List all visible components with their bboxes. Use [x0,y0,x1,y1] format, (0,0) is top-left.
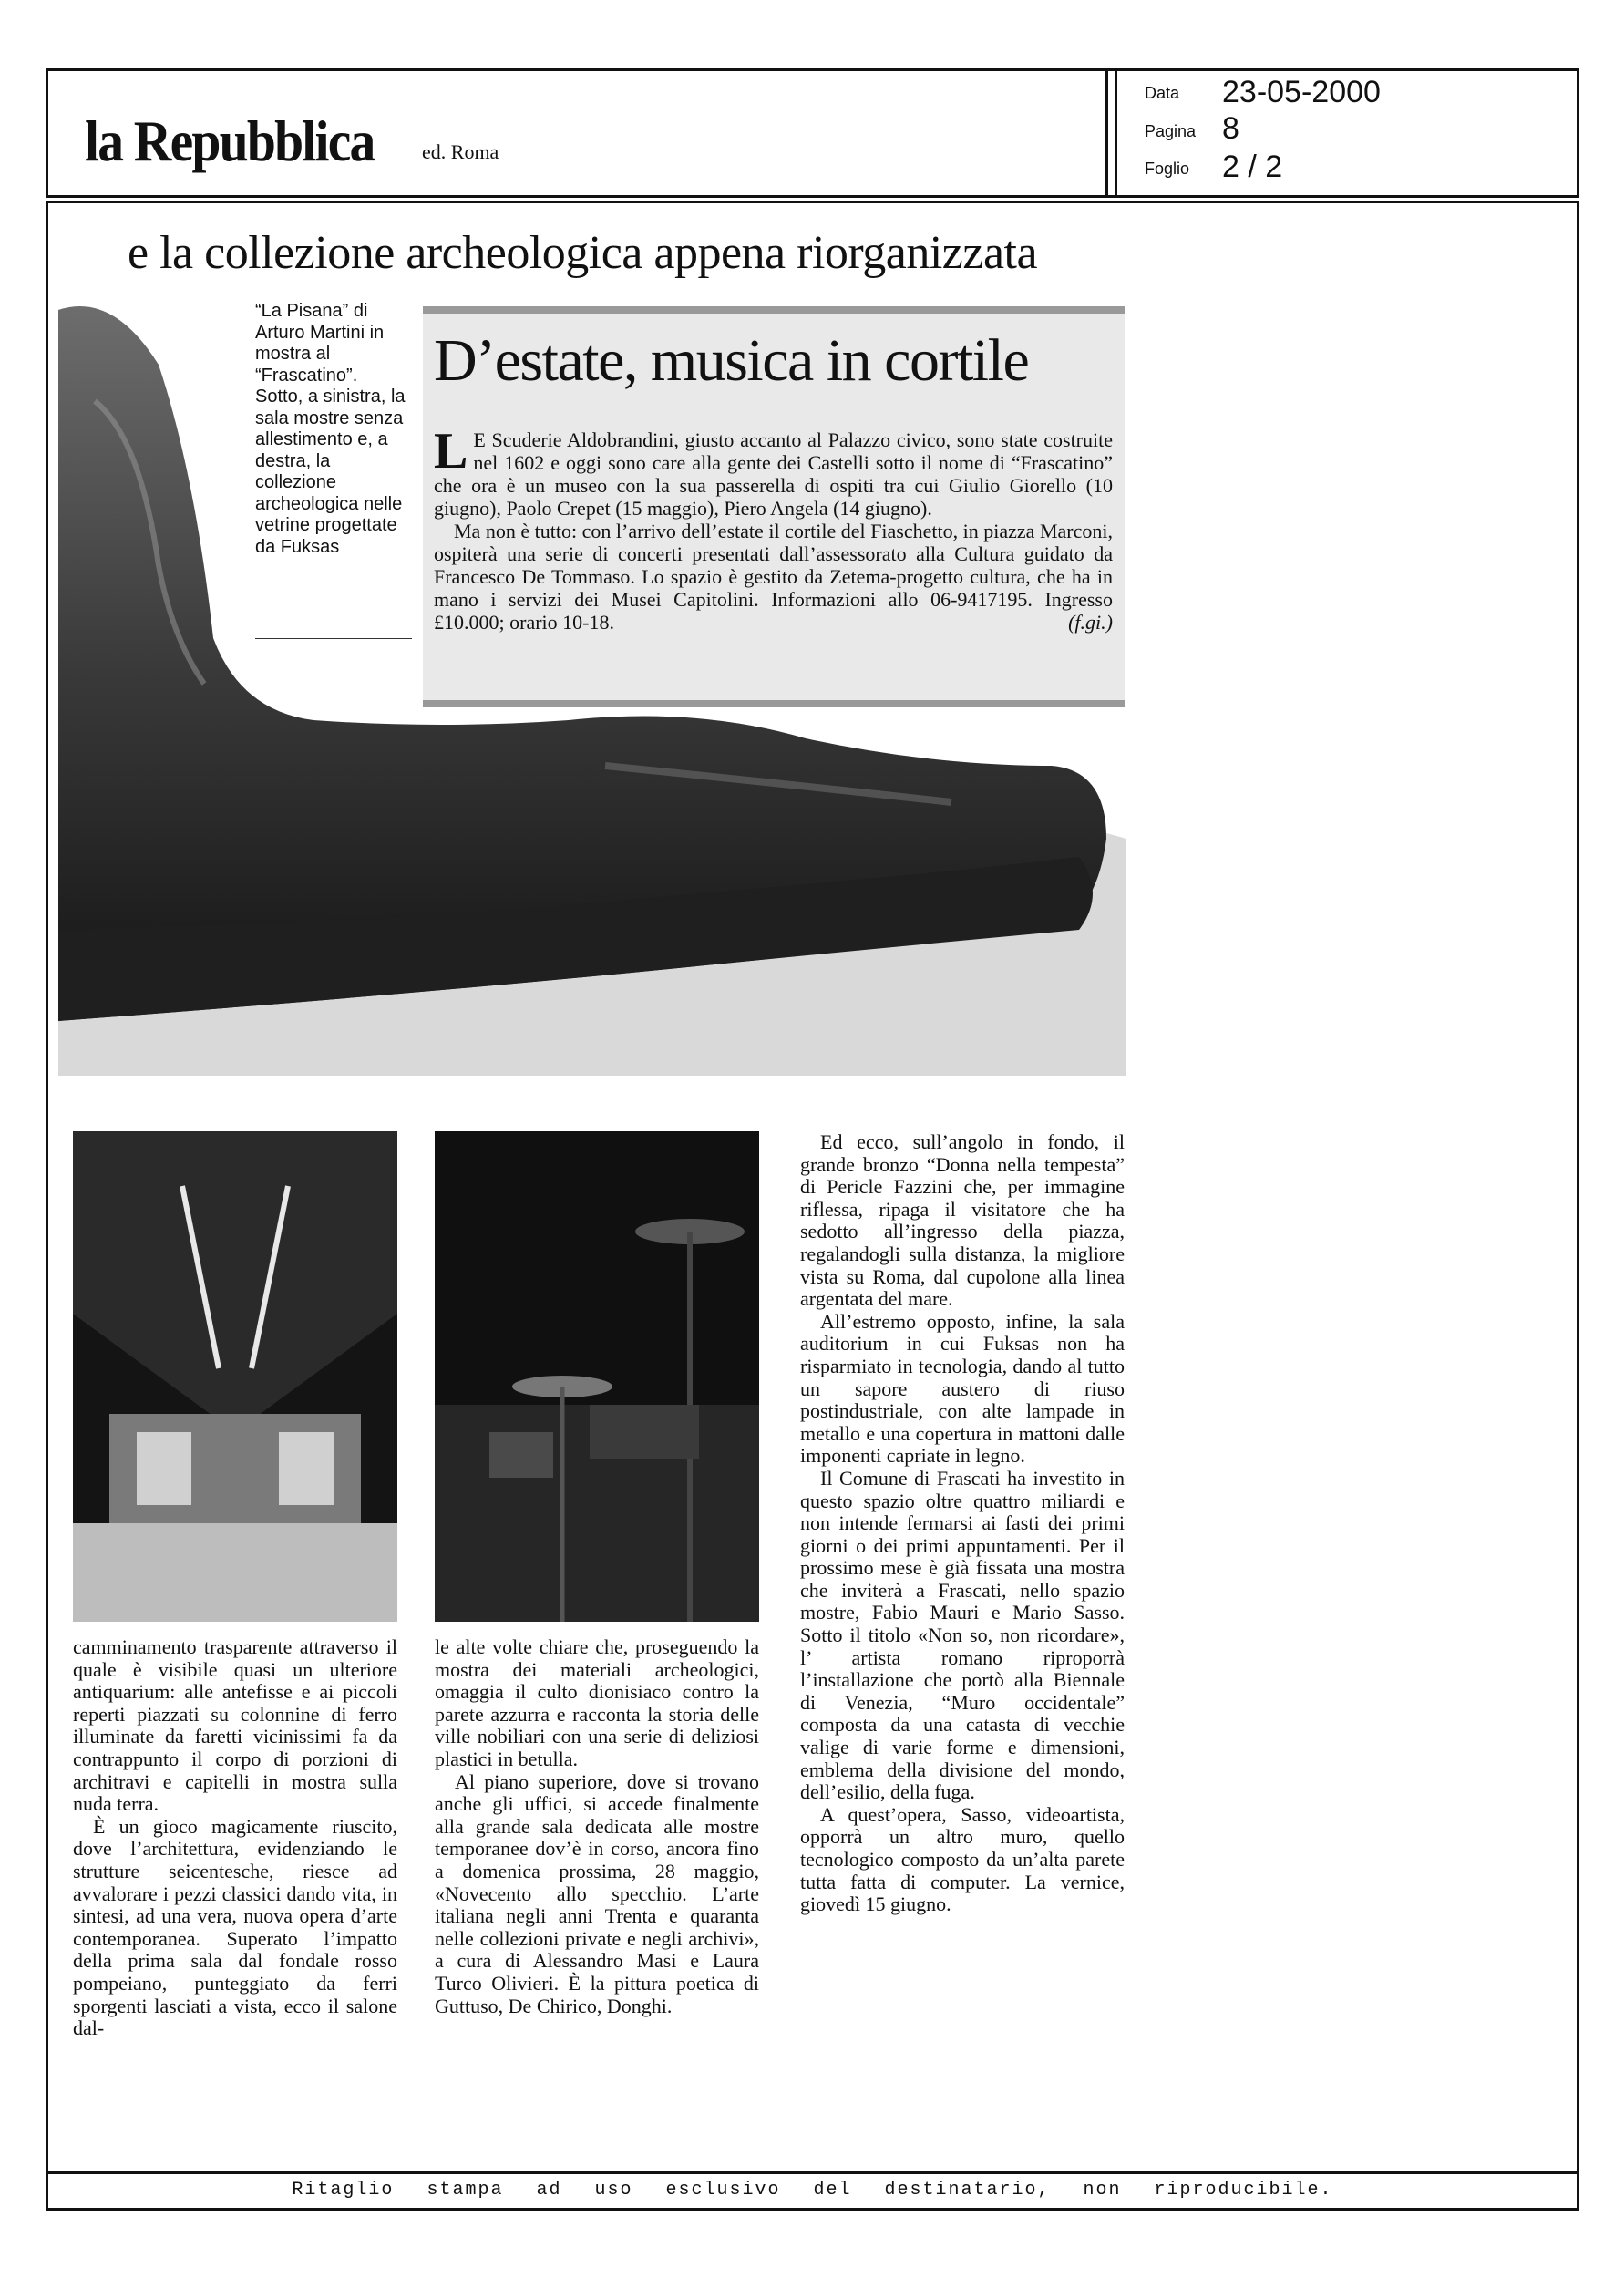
col3-paragraph-2: All’estremo opposto, infine, la sala auditorium in cui Fuksas non ha risparmiato in tecnologia, dando al tutto un sapore austero di riuso postindustriale, con alte lampade in metallo e una copertura in mattoni dalle imponenti capriate in legno. [800,1309,1125,1468]
col2-paragraph-2: Al piano superiore, dove si trovano anche gli uffici, si accede finalmente alla grande sala dedicata alle mostre temporanee dov’è in corso, ancora fino a domenica prossima, 28 maggio, «Novecento allo specchio. L’arte italiana negli anni Trenta e quaranta nelle collezioni private e negli archivi», a cura di Alessandro Masi e Laura Turco Olivieri. È la pittura poetica di Guttuso, De Chirico, Donghi. [435,1769,759,2017]
exhibition-hall-photo [73,1131,397,1622]
photo-caption: “La Pisana” di Arturo Martini in mostra al “Frascatino”. Sotto, a sinistra, la sala mostre senza allestimento e, a destra, la collezione archeologica nelle vetrine progettate da Fuksas [255,301,406,557]
col3-paragraph-1: Ed ecco, sull’angolo in fondo, il grande bronzo “Donna nella tempesta” di Pericle Fazzini che, per immagine riflessa, ripaga il visitatore che ha sedotto all’ingresso della piazza, regalandogli sulla distanza, la migliore vista su Roma, dal cupolone alla linea argentata del mare. [800,1130,1125,1311]
footer-frame [46,2174,1579,2211]
edition-label: ed. Roma [422,140,499,163]
col3-paragraph-3: Il Comune di Frascati ha investito in questo spazio oltre quattro miliardi e non intende fermarsi ai fasti dei primi giorni o dei primi appuntamenti. Per il prossimo mese è già fissata una mostra che inviterà a Frascati, nello spazio mostre, Fabio Mauri e Mario Sasso. Sotto il titolo «Non so, non ricordare», l’ artista romano riproporrà l’installazione che portò alla Biennale di Venezia, “Muro occidentale” composta da una catasta di vecchie valige di varie forme e dimensioni, emblema della divisione del mondo, dell’esilio, della fuga. [800,1466,1125,1804]
meta-page-value: 8 [1222,111,1239,146]
drop-cap: L [434,423,468,480]
sidebar-byline: (f.gi.) [1068,611,1113,634]
masthead [46,68,1108,198]
archaeology-collection-photo [435,1131,759,1622]
sidebar-box [423,306,1125,707]
meta-page-label: Pagina [1145,122,1197,140]
meta-date-label: Data [1145,84,1180,102]
col3-paragraph-4: A quest’opera, Sasso, videoartista, opporrà un altro muro, quello tecnologico composto da un’alta parete tutta fatta di computer. La vernice, giovedì 15 giugno. [800,1802,1125,1916]
col2-paragraph-1: le alte volte chiare che, proseguendo la mostra dei materiali archeologici, omaggia il culto dionisiaco contro la parete azzurra e racconta la storia delle ville nobiliari con una serie di deliziosi plastici in betulla. [435,1635,759,1770]
caption-divider [255,638,412,639]
article-kicker: e la collezione archeologica appena riorganizzata [128,227,1038,279]
column-2 [435,1636,759,2017]
footer-notice: Ritaglio stampa ad uso esclusivo del destinatario, non riproducibile. [292,2180,1333,2201]
col1-paragraph-1: camminamento trasparente attraverso il quale è visibile quasi un ulteriore antiquarium: alle antefisse e ai piccoli reperti piazzati su colonnine di ferro illuminate da faretti vicinissimi fa da contrappunto il corpo di porzioni di architravi e capitelli in mostra sulla nuda terra. [73,1635,397,1816]
sidebar-title: D’estate, musica in cortile [434,327,1029,394]
newspaper-logo: la Repubblica [85,108,375,173]
meta-sheet-value: 2 / 2 [1222,150,1283,184]
column-3 [800,1131,1125,1916]
meta-sheet-label: Foglio [1145,160,1190,178]
sidebar-paragraph-1: L E Scuderie Aldobrandini, giusto accanto al Palazzo civico, sono state costruite nel 1602 e oggi sono care alla gente dei Castelli sotto il nome di “Frascatino” che ora è un museo con la sua passerella di ospiti tra cui Giulio Giorello (10 giugno), Paolo Crepet (15 maggio), Piero Angela (14 giugno). [434,423,1113,520]
clipping-meta [1108,68,1579,198]
meta-date-value: 23-05-2000 [1222,75,1381,109]
sidebar-paragraph-2: Ma non è tutto: con l’arrivo dell’estate il cortile del Fiaschetto, in piazza Marconi, ospiterà una serie di concerti presentati dall’assessorato alla Cultura guidato da Francesco De Tommaso. Lo spazio è gestito da Zetema-progetto cultura, che ha in mano i servizi dei Musei Capitolini. Informazioni allo 06-9417195. Ingresso £10.000; orario 10-18. (f.gi.) [434,520,1113,634]
column-1 [73,1636,397,2040]
col1-paragraph-2: È un gioco magicamente riuscito, dove l’architettura, evidenziando le strutture seicentesche, riesce ad avvalorare i pezzi classici dando vita, in sintesi, ad una vera, nuova opera d’arte contemporanea. Superato l’impatto della prima sala dal fondale rosso pompeiano, punteggiato da ferri sporgenti lasciati a vista, ecco il salone dal- [73,1814,397,2040]
sidebar-text [434,423,1113,634]
